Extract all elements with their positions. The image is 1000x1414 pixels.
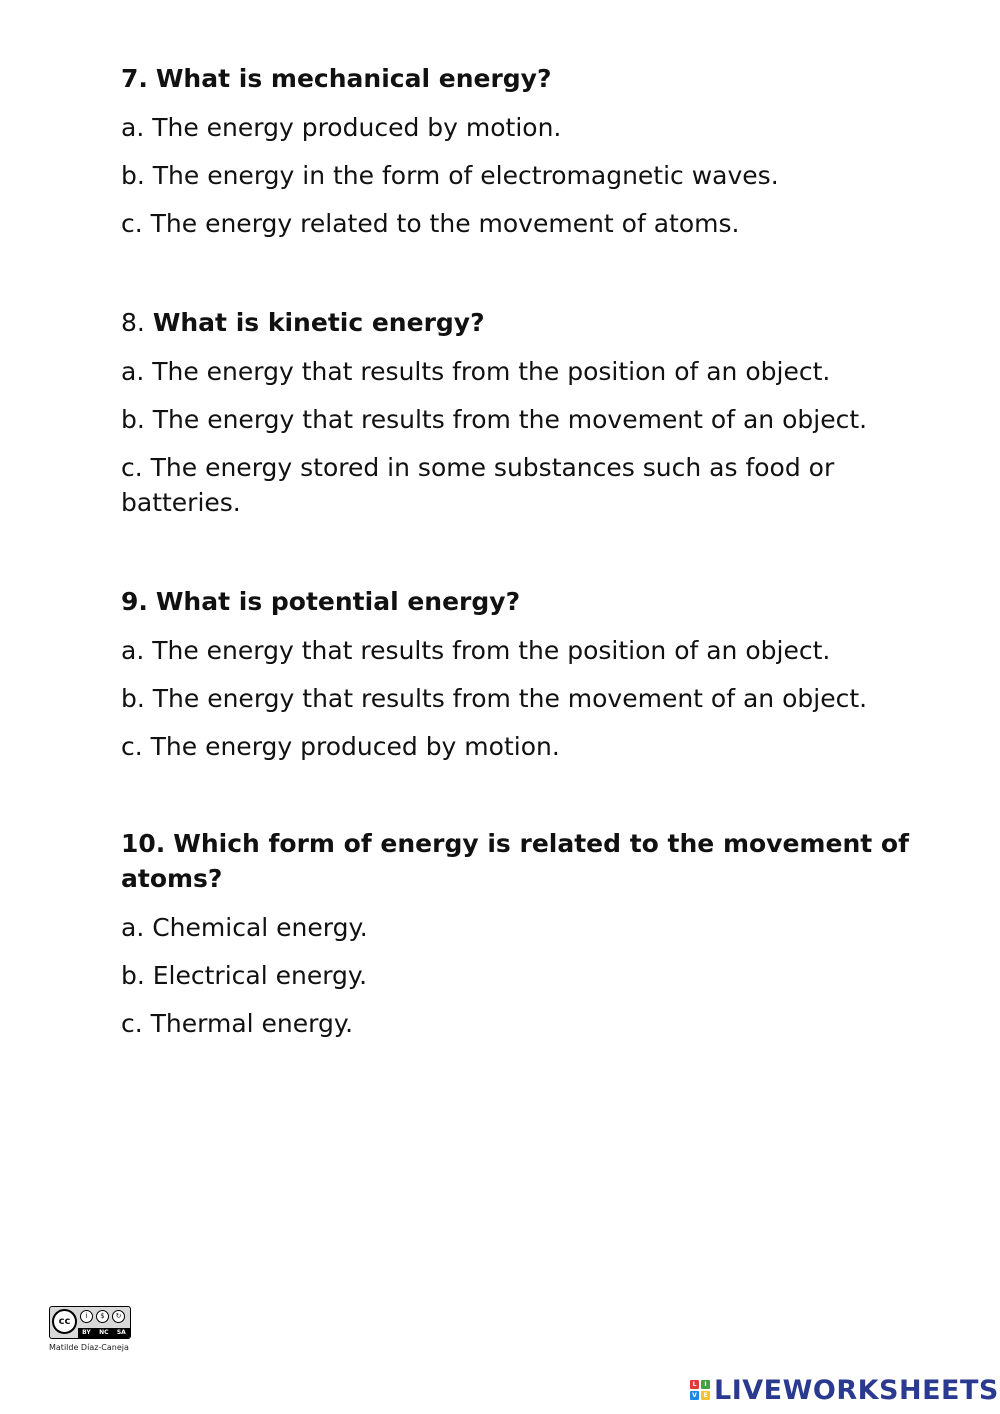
- logo-block: E: [701, 1391, 710, 1400]
- cc-logo-icon: cc: [52, 1309, 77, 1334]
- attribution-icon: i: [80, 1310, 93, 1323]
- question-title: [121, 61, 941, 96]
- sharealike-icon: ↻: [112, 1310, 125, 1323]
- question-7: [121, 61, 941, 254]
- answer-option-b[interactable]: b. The energy that results from the movement of an object.: [121, 684, 868, 713]
- question-text: What is mechanical energy?: [155, 64, 552, 93]
- question-text: What is kinetic energy?: [152, 308, 485, 337]
- answer-option-b[interactable]: b. The energy in the form of electromagnetic waves.: [121, 161, 779, 190]
- question-text: Which form of energy is related to the movement of atoms?: [121, 829, 909, 893]
- answer-option-c[interactable]: c. The energy produced by motion.: [121, 732, 560, 761]
- answer-option-a[interactable]: a. Chemical energy.: [121, 913, 368, 942]
- author-credit: Matilde Díaz-Caneja: [49, 1343, 129, 1352]
- cc-term-icons: [80, 1310, 125, 1323]
- answer-option-c[interactable]: c. Thermal energy.: [121, 1009, 354, 1038]
- cc-terms-strip: [78, 1328, 130, 1338]
- answer-option-c[interactable]: c. The energy related to the movement of atoms.: [121, 209, 740, 238]
- question-10: [121, 826, 941, 1054]
- question-number: 10.: [121, 829, 166, 858]
- answer-option-c[interactable]: c. The energy stored in some substances such as food or batteries.: [121, 453, 835, 517]
- question-8: [121, 305, 941, 533]
- answer-option-b[interactable]: b. Electrical energy.: [121, 961, 368, 990]
- noncommercial-icon: $: [96, 1310, 109, 1323]
- question-text: What is potential energy?: [155, 587, 521, 616]
- question-number: 7.: [121, 64, 148, 93]
- cc-license-icon: [49, 1306, 131, 1339]
- cc-license-badge: [49, 1306, 131, 1354]
- brand-name: LIVEWORKSHEETS: [714, 1374, 999, 1406]
- answer-option-a[interactable]: a. The energy that results from the position of an object.: [121, 357, 831, 386]
- logo-block: V: [690, 1391, 699, 1400]
- cc-term: NC: [99, 1329, 109, 1336]
- question-title: [121, 584, 941, 619]
- logo-block: I: [701, 1380, 710, 1389]
- logo-blocks-icon: [690, 1380, 710, 1400]
- answer-option-b[interactable]: b. The energy that results from the movement of an object.: [121, 405, 868, 434]
- answer-option-a[interactable]: a. The energy produced by motion.: [121, 113, 562, 142]
- question-number: 9.: [121, 587, 148, 616]
- question-number: 8.: [121, 308, 145, 337]
- cc-term: BY: [82, 1329, 91, 1336]
- question-title: [121, 305, 941, 340]
- logo-block: L: [690, 1380, 699, 1389]
- cc-term: SA: [116, 1329, 126, 1336]
- liveworksheets-logo: [690, 1372, 999, 1408]
- question-9: [121, 584, 941, 777]
- question-title: [121, 826, 941, 896]
- answer-option-a[interactable]: a. The energy that results from the position of an object.: [121, 636, 831, 665]
